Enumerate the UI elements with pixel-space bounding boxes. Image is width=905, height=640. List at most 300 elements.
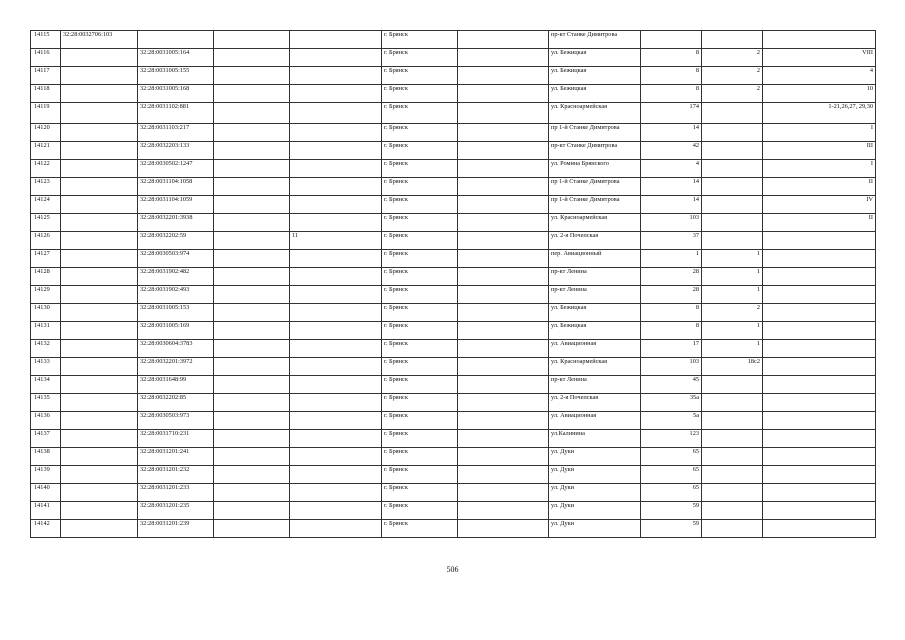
- cell-city: г. Брянск: [382, 304, 458, 322]
- cell-premises-number: [763, 340, 876, 358]
- cell-row-number: 14122: [31, 160, 61, 178]
- cell-cadastral-number-a: [61, 142, 138, 160]
- cell-building-number: [702, 196, 763, 214]
- cell-building-number: [702, 160, 763, 178]
- cell-city: г. Брянск: [382, 196, 458, 214]
- cell-cadastral-number-a: [61, 430, 138, 448]
- cell-column-g: [458, 322, 549, 340]
- cell-cadastral-number-a: [61, 196, 138, 214]
- cell-premises-number: 4: [763, 67, 876, 85]
- cell-cadastral-number-b: 32:28:0032202:85: [138, 394, 214, 412]
- cell-street: ул. Бежицкая: [549, 67, 641, 85]
- cell-row-number: 14137: [31, 430, 61, 448]
- cell-premises-number: III: [763, 142, 876, 160]
- cell-column-d: [214, 142, 290, 160]
- cell-cadastral-number-a: [61, 49, 138, 67]
- cell-house-number: 103: [641, 214, 702, 232]
- cell-cadastral-number-b: 32:28:0032202:59: [138, 232, 214, 250]
- cell-cadastral-number-a: [61, 178, 138, 196]
- cell-cadastral-number-b: 32:28:0030503:974: [138, 250, 214, 268]
- cell-row-number: 14136: [31, 412, 61, 430]
- cell-row-number: 14121: [31, 142, 61, 160]
- cell-cadastral-number-b: 32:28:0031902:493: [138, 286, 214, 304]
- table-row: [31, 103, 876, 124]
- cell-premises-number: [763, 466, 876, 484]
- cell-cadastral-number-b: 32:28:0031201:239: [138, 520, 214, 538]
- cell-column-g: [458, 232, 549, 250]
- cell-street: ул. Бежицкая: [549, 85, 641, 103]
- cell-premises-number: [763, 268, 876, 286]
- cell-cadastral-number-b: 32:28:0031201:233: [138, 484, 214, 502]
- cell-house-number: 14: [641, 124, 702, 142]
- cell-house-number: 1: [641, 250, 702, 268]
- cell-cadastral-number-a: [61, 466, 138, 484]
- cell-city: г. Брянск: [382, 67, 458, 85]
- cell-premises-number: [763, 448, 876, 466]
- cell-city: г. Брянск: [382, 49, 458, 67]
- cell-premises-number: [763, 31, 876, 49]
- cell-column-g: [458, 466, 549, 484]
- cell-column-e: [290, 340, 382, 358]
- cell-column-e: [290, 124, 382, 142]
- cell-cadastral-number-b: 32:28:0032203:133: [138, 142, 214, 160]
- cell-cadastral-number-a: [61, 340, 138, 358]
- table-row: [31, 304, 876, 322]
- cell-street: ул. Дуки: [549, 466, 641, 484]
- cell-building-number: 2: [702, 67, 763, 85]
- table-row: [31, 67, 876, 85]
- cell-column-e: [290, 304, 382, 322]
- cell-column-g: [458, 520, 549, 538]
- cell-column-g: [458, 376, 549, 394]
- cell-column-g: [458, 31, 549, 49]
- cell-street: ул. 2-я Почепская: [549, 394, 641, 412]
- cell-building-number: 1: [702, 250, 763, 268]
- cell-street: ул. Красноармейская: [549, 103, 641, 124]
- cell-column-e: [290, 85, 382, 103]
- cell-premises-number: II: [763, 178, 876, 196]
- cell-column-g: [458, 484, 549, 502]
- cell-street: ул. Красноармейская: [549, 358, 641, 376]
- cell-building-number: [702, 214, 763, 232]
- cell-city: г. Брянск: [382, 124, 458, 142]
- cell-house-number: 59: [641, 520, 702, 538]
- cell-cadastral-number-b: 32:28:0031201:232: [138, 466, 214, 484]
- cell-building-number: [702, 448, 763, 466]
- cell-house-number: 14: [641, 178, 702, 196]
- cell-column-g: [458, 502, 549, 520]
- cell-city: г. Брянск: [382, 142, 458, 160]
- cell-building-number: 2: [702, 49, 763, 67]
- cell-cadastral-number-a: [61, 286, 138, 304]
- cell-column-g: [458, 250, 549, 268]
- cell-cadastral-number-a: [61, 85, 138, 103]
- cell-house-number: 45: [641, 376, 702, 394]
- cell-row-number: 14141: [31, 502, 61, 520]
- cell-street: ул. Дуки: [549, 448, 641, 466]
- cell-cadastral-number-a: [61, 502, 138, 520]
- cell-column-d: [214, 448, 290, 466]
- cell-street: пр-кт Ленина: [549, 286, 641, 304]
- cell-column-d: [214, 178, 290, 196]
- cell-house-number: 65: [641, 466, 702, 484]
- cell-building-number: [702, 502, 763, 520]
- cell-column-g: [458, 430, 549, 448]
- cell-street: ул. Авиационная: [549, 340, 641, 358]
- cell-city: г. Брянск: [382, 160, 458, 178]
- cell-city: г. Брянск: [382, 250, 458, 268]
- registry-table-body: [31, 31, 876, 538]
- table-row: [31, 376, 876, 394]
- cell-column-g: [458, 394, 549, 412]
- cell-building-number: [702, 31, 763, 49]
- cell-city: г. Брянск: [382, 85, 458, 103]
- cell-street: ул. Дуки: [549, 502, 641, 520]
- table-row: [31, 340, 876, 358]
- cell-street: ул. Бежицкая: [549, 304, 641, 322]
- table-row: [31, 160, 876, 178]
- cell-city: г. Брянск: [382, 412, 458, 430]
- cell-row-number: 14125: [31, 214, 61, 232]
- table-row: [31, 142, 876, 160]
- cell-street: пр-кт Станке Димитрова: [549, 31, 641, 49]
- cell-building-number: [702, 103, 763, 124]
- cell-row-number: 14124: [31, 196, 61, 214]
- cell-house-number: 174: [641, 103, 702, 124]
- cell-cadastral-number-a: [61, 322, 138, 340]
- cell-house-number: 28: [641, 268, 702, 286]
- cell-column-e: [290, 268, 382, 286]
- cell-cadastral-number-a: [61, 304, 138, 322]
- cell-cadastral-number-b: 32:28:0030502:1247: [138, 160, 214, 178]
- cell-building-number: 2: [702, 85, 763, 103]
- cell-cadastral-number-b: 32:28:0031005:155: [138, 67, 214, 85]
- cell-city: г. Брянск: [382, 484, 458, 502]
- cell-house-number: 59: [641, 502, 702, 520]
- cell-cadastral-number-b: 32:28:0032201:3972: [138, 358, 214, 376]
- cell-cadastral-number-b: 32:28:0031005:164: [138, 49, 214, 67]
- cell-column-d: [214, 322, 290, 340]
- cell-column-g: [458, 286, 549, 304]
- page-number: 506: [446, 565, 459, 574]
- cell-city: г. Брянск: [382, 394, 458, 412]
- cell-column-e: [290, 412, 382, 430]
- cell-column-d: [214, 124, 290, 142]
- cell-column-d: [214, 232, 290, 250]
- cell-city: г. Брянск: [382, 286, 458, 304]
- cell-row-number: 14134: [31, 376, 61, 394]
- cell-cadastral-number-a: [61, 268, 138, 286]
- cell-column-d: [214, 412, 290, 430]
- cell-column-d: [214, 484, 290, 502]
- table-row: [31, 430, 876, 448]
- cell-street: ул. 2-я Почепская: [549, 232, 641, 250]
- cell-street: пр-кт Ленина: [549, 376, 641, 394]
- cell-column-g: [458, 340, 549, 358]
- cell-cadastral-number-a: [61, 160, 138, 178]
- cell-column-g: [458, 103, 549, 124]
- cell-premises-number: [763, 304, 876, 322]
- cell-row-number: 14132: [31, 340, 61, 358]
- cell-column-e: [290, 214, 382, 232]
- cell-row-number: 14129: [31, 286, 61, 304]
- cell-city: г. Брянск: [382, 448, 458, 466]
- cell-cadastral-number-a: [61, 250, 138, 268]
- cell-building-number: [702, 394, 763, 412]
- table-row: [31, 394, 876, 412]
- table-row: [31, 268, 876, 286]
- table-row: [31, 448, 876, 466]
- cell-cadastral-number-a: 32:28:0032706:103: [61, 31, 138, 49]
- cell-column-e: [290, 394, 382, 412]
- cell-cadastral-number-b: 32:28:0031104:1059: [138, 196, 214, 214]
- cell-column-d: [214, 160, 290, 178]
- cell-cadastral-number-a: [61, 232, 138, 250]
- cell-street: ул.Калинина: [549, 430, 641, 448]
- cell-premises-number: [763, 502, 876, 520]
- cell-column-g: [458, 358, 549, 376]
- cell-column-d: [214, 49, 290, 67]
- cell-city: г. Брянск: [382, 103, 458, 124]
- cell-cadastral-number-b: 32:28:0031005:168: [138, 85, 214, 103]
- cell-column-d: [214, 31, 290, 49]
- cell-house-number: 8: [641, 49, 702, 67]
- cell-cadastral-number-b: 32:28:0030604:3783: [138, 340, 214, 358]
- cell-premises-number: [763, 232, 876, 250]
- cell-building-number: [702, 124, 763, 142]
- cell-cadastral-number-a: [61, 124, 138, 142]
- cell-house-number: 28: [641, 286, 702, 304]
- cell-premises-number: [763, 250, 876, 268]
- cell-house-number: 103: [641, 358, 702, 376]
- cell-building-number: 1: [702, 286, 763, 304]
- cell-premises-number: [763, 484, 876, 502]
- cell-premises-number: 1-21,26,27, 29,30: [763, 103, 876, 124]
- cell-city: г. Брянск: [382, 322, 458, 340]
- cell-column-e: [290, 520, 382, 538]
- cell-column-e: [290, 160, 382, 178]
- cell-building-number: 1: [702, 268, 763, 286]
- cell-column-d: [214, 502, 290, 520]
- cell-street: пр-кт Станке Димитрова: [549, 142, 641, 160]
- cell-row-number: 14116: [31, 49, 61, 67]
- table-row: [31, 322, 876, 340]
- cell-premises-number: [763, 520, 876, 538]
- cell-house-number: 8: [641, 322, 702, 340]
- cell-cadastral-number-b: 32:28:0031103:217: [138, 124, 214, 142]
- cell-house-number: 8: [641, 304, 702, 322]
- cell-column-g: [458, 304, 549, 322]
- cell-column-e: [290, 484, 382, 502]
- cell-cadastral-number-a: [61, 214, 138, 232]
- cell-cadastral-number-a: [61, 394, 138, 412]
- cell-row-number: 14130: [31, 304, 61, 322]
- cell-city: г. Брянск: [382, 502, 458, 520]
- cell-row-number: 14126: [31, 232, 61, 250]
- cell-column-e: [290, 466, 382, 484]
- table-row: [31, 232, 876, 250]
- cell-column-d: [214, 340, 290, 358]
- cell-column-e: [290, 430, 382, 448]
- cell-house-number: 65: [641, 484, 702, 502]
- cell-building-number: 18с2: [702, 358, 763, 376]
- table-row: [31, 484, 876, 502]
- cell-cadastral-number-a: [61, 358, 138, 376]
- table-row: [31, 196, 876, 214]
- cell-house-number: 35а: [641, 394, 702, 412]
- cell-column-e: [290, 196, 382, 214]
- cell-street: пр 1-й Станке Димитрова: [549, 196, 641, 214]
- cell-street: ул. Дуки: [549, 484, 641, 502]
- cell-building-number: [702, 520, 763, 538]
- cell-building-number: 2: [702, 304, 763, 322]
- cell-house-number: 14: [641, 196, 702, 214]
- cell-column-e: [290, 31, 382, 49]
- cell-column-d: [214, 250, 290, 268]
- cell-house-number: 4: [641, 160, 702, 178]
- cell-cadastral-number-b: 32:28:0031201:235: [138, 502, 214, 520]
- cell-street: ул. Бежицкая: [549, 49, 641, 67]
- cell-house-number: 17: [641, 340, 702, 358]
- cell-row-number: 14135: [31, 394, 61, 412]
- cell-row-number: 14131: [31, 322, 61, 340]
- table-row: [31, 250, 876, 268]
- table-row: [31, 178, 876, 196]
- cell-street: пр 1-й Станке Димитрова: [549, 178, 641, 196]
- cell-city: г. Брянск: [382, 466, 458, 484]
- cell-house-number: 42: [641, 142, 702, 160]
- cell-column-d: [214, 520, 290, 538]
- cell-premises-number: [763, 286, 876, 304]
- cell-column-g: [458, 160, 549, 178]
- cell-street: ул. Ромина Брянского: [549, 160, 641, 178]
- cell-city: г. Брянск: [382, 358, 458, 376]
- cell-cadastral-number-b: 32:28:0032201:3938: [138, 214, 214, 232]
- cell-column-g: [458, 67, 549, 85]
- cell-premises-number: 10: [763, 85, 876, 103]
- cell-row-number: 14115: [31, 31, 61, 49]
- cell-cadastral-number-b: 32:28:0031648:99: [138, 376, 214, 394]
- cell-row-number: 14128: [31, 268, 61, 286]
- cell-building-number: 1: [702, 322, 763, 340]
- table-row: [31, 412, 876, 430]
- cell-column-e: 11: [290, 232, 382, 250]
- cell-building-number: [702, 142, 763, 160]
- cell-column-g: [458, 448, 549, 466]
- cell-column-d: [214, 214, 290, 232]
- table-row: [31, 286, 876, 304]
- cell-premises-number: VIII: [763, 49, 876, 67]
- cell-column-e: [290, 178, 382, 196]
- cell-row-number: 14119: [31, 103, 61, 124]
- cell-column-g: [458, 178, 549, 196]
- cell-column-g: [458, 49, 549, 67]
- cell-cadastral-number-a: [61, 484, 138, 502]
- cell-row-number: 14142: [31, 520, 61, 538]
- cell-column-d: [214, 268, 290, 286]
- cell-house-number: 65: [641, 448, 702, 466]
- cell-column-e: [290, 49, 382, 67]
- cell-building-number: [702, 232, 763, 250]
- cell-building-number: [702, 430, 763, 448]
- cell-column-e: [290, 103, 382, 124]
- cell-cadastral-number-b: 32:28:0031104:1058: [138, 178, 214, 196]
- cell-cadastral-number-b: 32:28:0031102:881: [138, 103, 214, 124]
- cell-city: г. Брянск: [382, 178, 458, 196]
- cell-premises-number: [763, 394, 876, 412]
- cell-premises-number: II: [763, 214, 876, 232]
- cell-column-e: [290, 67, 382, 85]
- cell-column-d: [214, 304, 290, 322]
- cell-building-number: [702, 412, 763, 430]
- cell-street: пер. Авиационный: [549, 250, 641, 268]
- cell-house-number: 8: [641, 85, 702, 103]
- cell-building-number: 1: [702, 340, 763, 358]
- cell-row-number: 14118: [31, 85, 61, 103]
- cell-city: г. Брянск: [382, 31, 458, 49]
- cell-street: пр 1-й Станке Димитрова: [549, 124, 641, 142]
- cell-cadastral-number-a: [61, 376, 138, 394]
- cell-city: г. Брянск: [382, 268, 458, 286]
- cell-column-g: [458, 85, 549, 103]
- cell-cadastral-number-a: [61, 448, 138, 466]
- cell-city: г. Брянск: [382, 376, 458, 394]
- cell-column-d: [214, 430, 290, 448]
- cell-premises-number: [763, 322, 876, 340]
- cell-row-number: 14140: [31, 484, 61, 502]
- cell-building-number: [702, 178, 763, 196]
- cell-column-e: [290, 358, 382, 376]
- cell-column-g: [458, 124, 549, 142]
- cell-column-g: [458, 214, 549, 232]
- table-row: [31, 466, 876, 484]
- cell-cadastral-number-b: 32:28:0031005:153: [138, 304, 214, 322]
- cell-street: пр-кт Ленина: [549, 268, 641, 286]
- cell-column-g: [458, 412, 549, 430]
- cell-column-e: [290, 286, 382, 304]
- cell-cadastral-number-a: [61, 520, 138, 538]
- cell-column-e: [290, 142, 382, 160]
- cell-building-number: [702, 376, 763, 394]
- cell-row-number: 14120: [31, 124, 61, 142]
- table-row: [31, 502, 876, 520]
- cell-row-number: 14123: [31, 178, 61, 196]
- cell-cadastral-number-b: 32:28:0031902:482: [138, 268, 214, 286]
- cell-city: г. Брянск: [382, 232, 458, 250]
- cell-row-number: 14139: [31, 466, 61, 484]
- cell-premises-number: I: [763, 124, 876, 142]
- cell-column-e: [290, 376, 382, 394]
- cell-column-d: [214, 358, 290, 376]
- registry-table: [30, 30, 876, 538]
- cell-cadastral-number-b: [138, 31, 214, 49]
- cell-street: ул. Дуки: [549, 520, 641, 538]
- cell-column-e: [290, 448, 382, 466]
- table-row: [31, 214, 876, 232]
- cell-column-e: [290, 250, 382, 268]
- cell-cadastral-number-a: [61, 103, 138, 124]
- table-row: [31, 85, 876, 103]
- cell-cadastral-number-b: 32:28:0030503:973: [138, 412, 214, 430]
- cell-city: г. Брянск: [382, 214, 458, 232]
- cell-cadastral-number-b: 32:28:0031201:241: [138, 448, 214, 466]
- table-row: [31, 124, 876, 142]
- cell-city: г. Брянск: [382, 430, 458, 448]
- cell-column-d: [214, 466, 290, 484]
- cell-column-d: [214, 196, 290, 214]
- table-row: [31, 31, 876, 49]
- cell-premises-number: [763, 376, 876, 394]
